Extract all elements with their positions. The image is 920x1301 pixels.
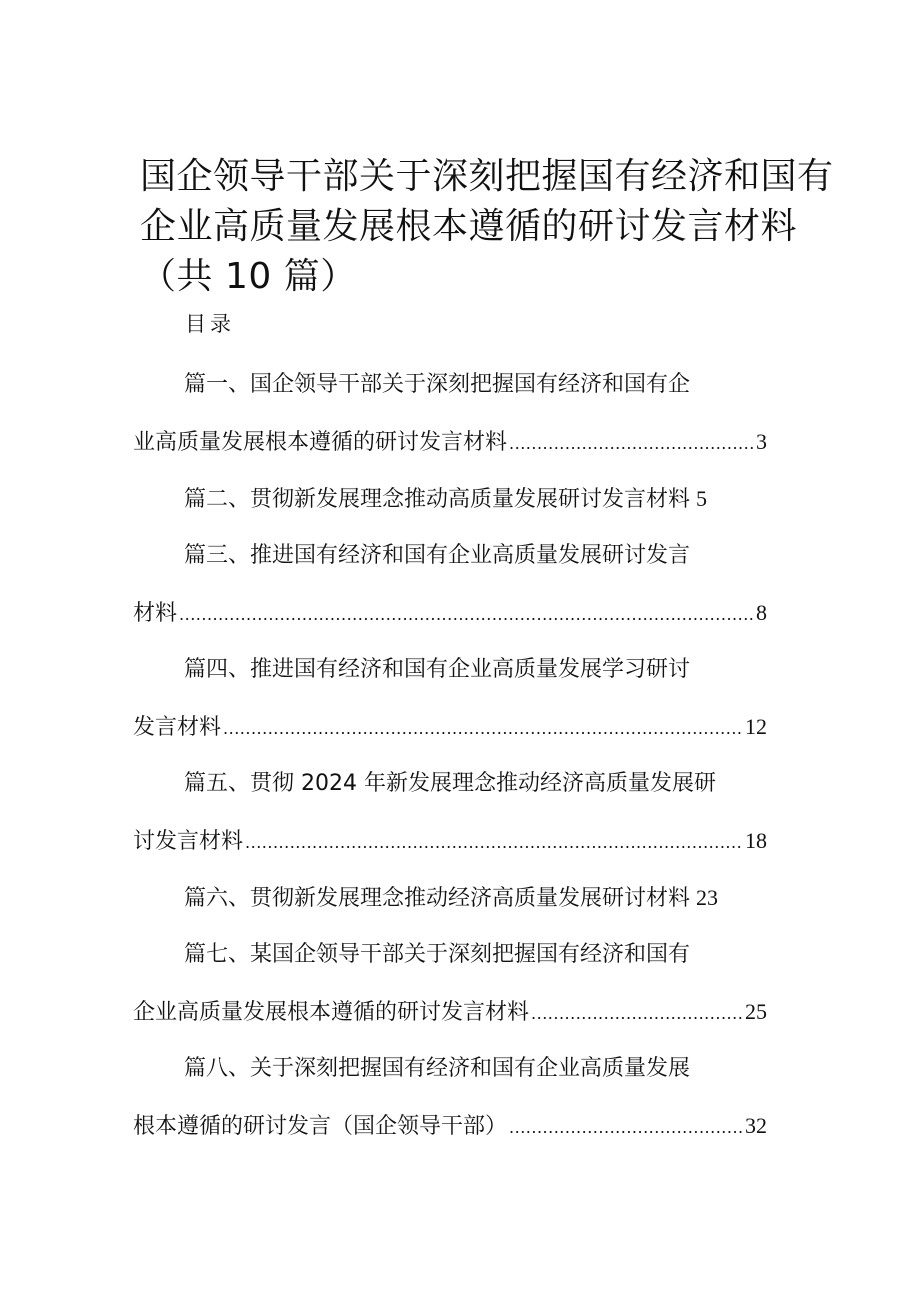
dot-leader xyxy=(179,586,754,643)
toc-entry-2-page: 5 xyxy=(696,486,708,511)
toc-entry-2[interactable] xyxy=(133,470,767,527)
toc-entry-7-title-cont: 企业高质量发展根本遵循的研讨发言材料 xyxy=(133,1000,530,1025)
toc-entry-6-page: 23 xyxy=(696,885,719,910)
toc-entry-6-title: 篇六、贯彻新发展理念推动经济高质量发展研讨材料 xyxy=(184,886,691,911)
toc-entry-6[interactable] xyxy=(133,869,767,926)
toc-entry-3-title: 篇三、推进国有经济和国有企业高质量发展研讨发言 xyxy=(184,543,691,568)
toc-entry-5-title: 篇五、贯彻 2024 年新发展理念推动经济高质量发展研 xyxy=(184,771,716,796)
toc-entry-3-page: 8 xyxy=(756,600,767,625)
table-of-contents xyxy=(133,356,767,1154)
toc-entry-7[interactable] xyxy=(133,926,767,1040)
title-line-3: （共 10 篇） xyxy=(140,256,357,298)
toc-entry-3[interactable] xyxy=(133,527,767,641)
title-line-1: 国企领导干部关于深刻把握国有经济和国有 xyxy=(140,156,834,198)
toc-entry-7-page: 25 xyxy=(745,999,767,1024)
dot-leader xyxy=(509,1099,743,1156)
toc-entry-2-title: 篇二、贯彻新发展理念推动高质量发展研讨发言材料 xyxy=(184,487,691,512)
toc-entry-4-title: 篇四、推进国有经济和国有企业高质量发展学习研讨 xyxy=(184,657,691,682)
toc-entry-8-title-cont: 根本遵循的研讨发言（国企领导干部） xyxy=(133,1114,508,1139)
dot-leader xyxy=(223,700,743,757)
toc-entry-1[interactable] xyxy=(133,356,767,470)
toc-entry-4-page: 12 xyxy=(745,714,767,739)
toc-entry-3-title-cont: 材料 xyxy=(133,601,178,626)
toc-entry-8-page: 32 xyxy=(745,1113,767,1138)
toc-entry-5-title-cont: 讨发言材料 xyxy=(133,829,244,854)
dot-leader xyxy=(245,814,743,871)
dot-leader xyxy=(531,985,743,1042)
toc-entry-8-title: 篇八、关于深刻把握国有经济和国有企业高质量发展 xyxy=(184,1056,691,1081)
toc-entry-1-title-cont: 业高质量发展根本遵循的研讨发言材料 xyxy=(133,430,508,455)
toc-heading: 目录 xyxy=(185,312,235,336)
toc-entry-4-title-cont: 发言材料 xyxy=(133,715,222,740)
document-title xyxy=(140,152,834,302)
dot-leader xyxy=(509,415,754,472)
toc-entry-8[interactable] xyxy=(133,1040,767,1154)
toc-entry-1-page: 3 xyxy=(756,429,767,454)
toc-entry-1-title: 篇一、国企领导干部关于深刻把握国有经济和国有企 xyxy=(184,372,691,397)
toc-entry-5-page: 18 xyxy=(745,828,767,853)
toc-entry-4[interactable] xyxy=(133,641,767,755)
title-line-2: 企业高质量发展根本遵循的研讨发言材料 xyxy=(140,206,798,248)
toc-entry-5[interactable] xyxy=(133,755,767,869)
toc-entry-7-title: 篇七、某国企领导干部关于深刻把握国有经济和国有 xyxy=(184,942,691,967)
